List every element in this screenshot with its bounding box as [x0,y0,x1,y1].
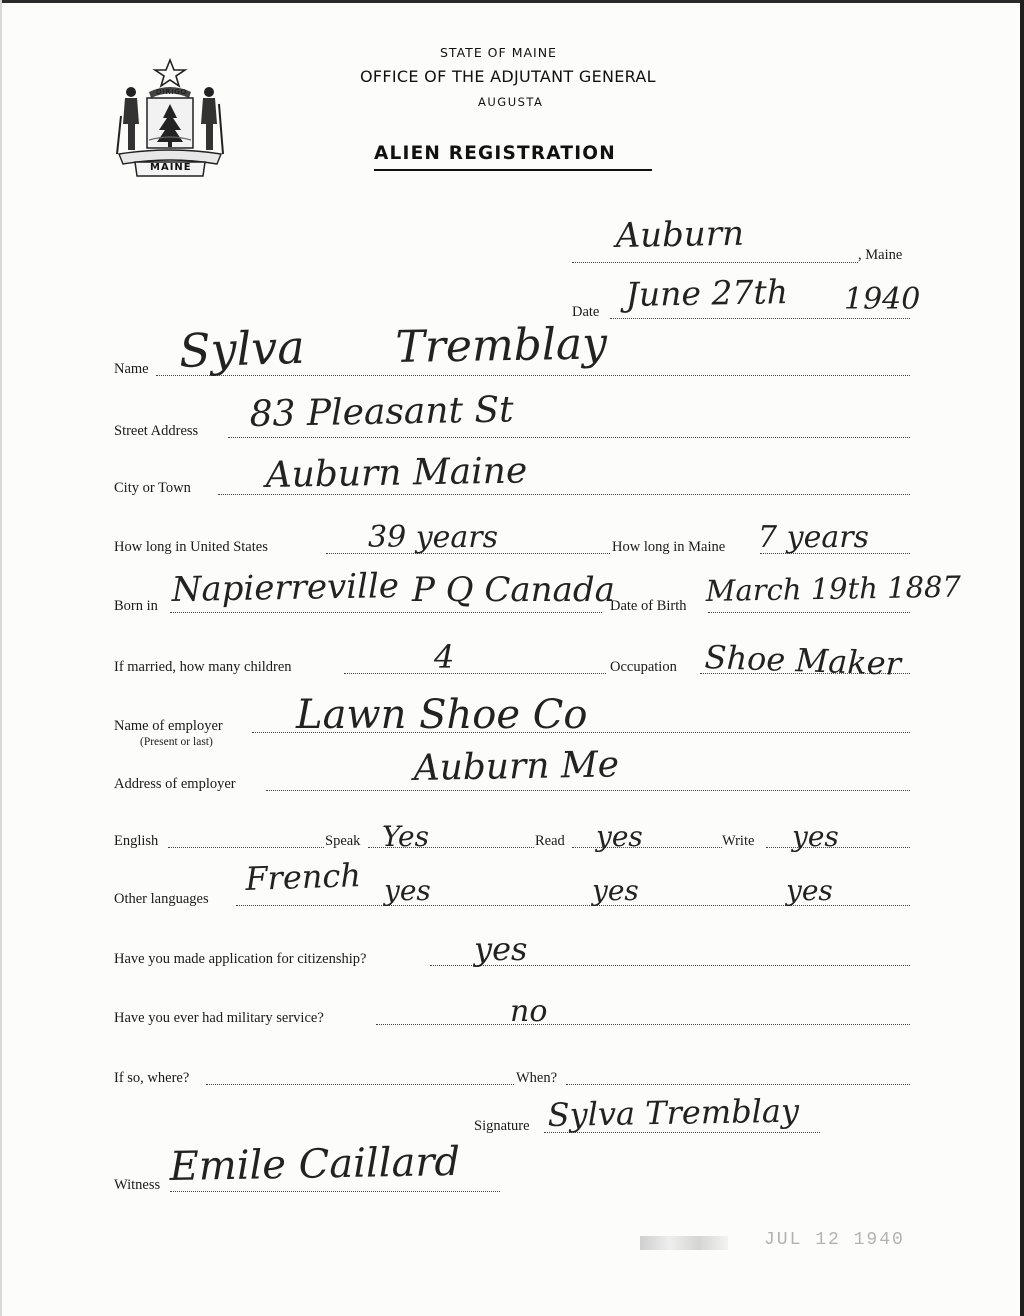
name-dotted-line [156,375,910,376]
scan-border-top [0,0,1024,3]
date-entry-month-day: June 27th [625,272,789,314]
military-label: Have you ever had military service? [114,1010,324,1026]
english-dotted-line [168,847,324,848]
street-label: Street Address [114,423,199,439]
header-state: STATE OF MAINE [440,45,557,60]
other-read-entry: yes [592,874,639,907]
header-city: AUGUSTA [478,95,544,109]
place-entry: Auburn [615,213,745,256]
scan-border-right [1020,0,1024,1316]
english-speak-entry: Yes [382,820,429,853]
occupation-label: Occupation [610,659,677,675]
received-stamp-smudge [640,1236,728,1250]
name-entry-last: Tremblay [395,318,608,373]
speak-label: Speak [325,833,361,849]
title-underline [374,169,652,171]
when-label: When? [516,1070,558,1086]
name-label: Name [114,361,149,377]
birthplace-rest-entry: P Q Canada [412,570,615,610]
years-maine-entry: 7 years [758,520,869,555]
city-label: City or Town [114,480,191,496]
employer-label: Name of employer [114,718,223,734]
scan-border-left [0,0,2,1316]
years-us-label: How long in United States [114,539,268,555]
place-dotted-line [572,262,858,263]
citizenship-entry: yes [474,930,528,968]
occupation-entry: Shoe Maker [704,638,902,683]
other-languages-label: Other languages [114,891,209,907]
english-read-entry: yes [596,820,643,853]
witness-dotted-line [170,1191,500,1192]
military-entry: no [510,994,548,1029]
seal-motto: DIRIGO [156,88,188,96]
date-entry-year: 1940 [844,282,921,317]
years-us-entry: 39 years [368,520,499,555]
signature-entry: Sylva Tremblay [547,1091,800,1134]
date-dotted-line [610,318,910,319]
dob-dotted-line [708,612,910,613]
received-stamp: JUL 12 1940 [764,1230,905,1250]
read-label: Read [535,833,565,849]
when-dotted-line [566,1084,910,1085]
signature-label: Signature [474,1118,530,1134]
read-dotted-line [572,847,722,848]
employer-address-label: Address of employer [114,776,236,792]
dob-label: Date of Birth [610,598,687,614]
name-entry-first: Sylva [178,319,306,378]
employer-note: (Present or last) [140,736,213,748]
english-label: English [114,833,159,849]
header-office: OFFICE OF THE ADJUTANT GENERAL [360,67,656,86]
city-entry: Auburn Maine [265,450,528,496]
birthplace-town-entry: Napierreville [171,566,400,610]
born-dotted-line [170,612,602,613]
witness-label: Witness [114,1177,161,1193]
english-write-entry: yes [792,820,839,853]
born-label: Born in [114,598,158,614]
place-suffix-label: , Maine [858,247,903,263]
years-maine-label: How long in Maine [612,539,726,555]
street-entry: 83 Pleasant St [249,389,514,435]
other-write-entry: yes [786,874,833,907]
where-dotted-line [206,1084,514,1085]
page-title: ALIEN REGISTRATION [374,143,616,164]
where-label: If so, where? [114,1070,190,1086]
write-label: Write [722,833,755,849]
children-entry: 4 [434,638,455,676]
seal-banner: MAINE [150,162,192,173]
witness-entry: Emile Caillard [169,1138,461,1190]
employer-address-dotted-line [266,790,910,791]
children-dotted-line [344,673,606,674]
other-language-entry: French [244,855,362,898]
employer-address-entry: Auburn Me [413,744,620,789]
military-dotted-line [376,1024,910,1025]
citizenship-label: Have you made application for citizenship? [114,951,367,967]
date-label: Date [572,304,600,320]
employer-entry: Lawn Shoe Co [296,692,588,738]
dob-entry: March 19th 1887 [705,569,962,608]
other-speak-entry: yes [384,874,431,907]
street-dotted-line [228,437,910,438]
children-label: If married, how many children [114,659,292,675]
